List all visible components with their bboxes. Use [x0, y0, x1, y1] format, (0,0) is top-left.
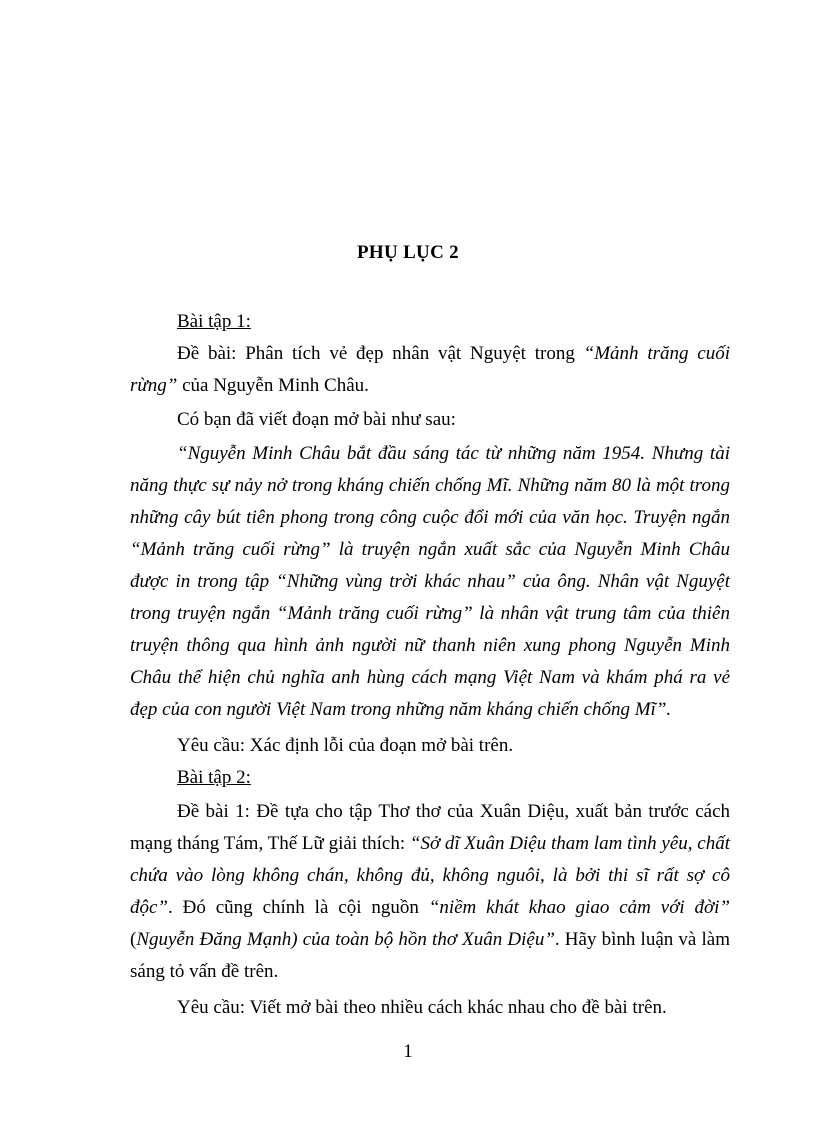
exercise-1-heading: Bài tập 1: — [177, 311, 251, 332]
exercise-2-heading-line — [130, 762, 730, 794]
exercise-1-prompt — [130, 338, 730, 402]
exercise-1-requirement: Yêu cầu: Xác định lỗi của đoạn mở bài trên. — [177, 735, 514, 756]
exercise-2-middle: . Đó cũng chính là cội nguồn — [168, 897, 429, 918]
exercise-1-intro: Có bạn đã viết đoạn mở bài như sau: — [177, 409, 456, 430]
exercise-1-prompt-suffix: của Nguyễn Minh Châu. — [177, 375, 369, 396]
page-title: PHỤ LỤC 2 — [357, 242, 459, 263]
exercise-2-prompt-suffix: . Hãy bình luận và làm sáng tỏ vấn đề trên. — [130, 929, 730, 982]
exercise-1-prompt-prefix: Đề bài: Phân tích vẻ đẹp nhân vật Nguyệt trong — [177, 343, 584, 364]
exercise-2-quote-giao-cam: “niềm khát khao giao cảm với đời” — [428, 897, 730, 918]
exercise-2-heading: Bài tập 2: — [177, 767, 251, 788]
exercise-2-prompt — [130, 796, 730, 988]
exercise-1-heading-line — [130, 306, 730, 338]
exercise-1-work-title: “Mảnh trăng cuối rừng” — [130, 343, 731, 396]
exercise-2-quote-the-lu: “Sở dĩ Xuân Diệu tham lam tình yêu, chất chứa vào lòng không chán, không đủ, không nguôi, là bởi thi sĩ rất sợ cô độc” — [130, 833, 730, 918]
exercise-2-quote-author: Nguyễn Đăng Mạnh) của toàn bộ hồn thơ Xuân Diệu” — [136, 929, 555, 950]
exercise-2-paren-open: ( — [130, 929, 137, 950]
exercise-2-prompt-prefix: Đề bài 1: Đề tựa cho tập Thơ thơ của Xuân Diệu, xuất bản trước cách mạng tháng Tám, Thế Lữ giải thích: — [130, 801, 730, 854]
document-body — [130, 306, 730, 1024]
exercise-1-sample-paragraph: “Nguyễn Minh Châu bắt đầu sáng tác từ những năm 1954. Nhưng tài năng thực sự nảy nở trong kháng chiến chống Mĩ. Những năm 80 là một trong những cây bút tiên phong trong công cuộc đổi mới của văn học. Truyện ngắn “Mảnh trăng cuối rừng” là truyện ngắn xuất sắc của Nguyễn Minh Châu được in trong tập “Những vùng trời khác nhau” của ông. Nhân vật Nguyệt trong truyện ngắn “Mảnh trăng cuối rừng” là nhân vật trung tâm của thiên truyện thông qua hình ảnh người nữ thanh niên xung phong Nguyễn Minh Châu thể hiện chủ nghĩa anh hùng cách mạng Việt Nam và khám phá ra vẻ đẹp của con người Việt Nam trong những năm kháng chiến chống Mĩ”. — [130, 443, 730, 720]
page-number: 1 — [403, 1041, 413, 1062]
exercise-2-requirement: Yêu cầu: Viết mở bài theo nhiều cách khác nhau cho đề bài trên. — [177, 997, 667, 1018]
